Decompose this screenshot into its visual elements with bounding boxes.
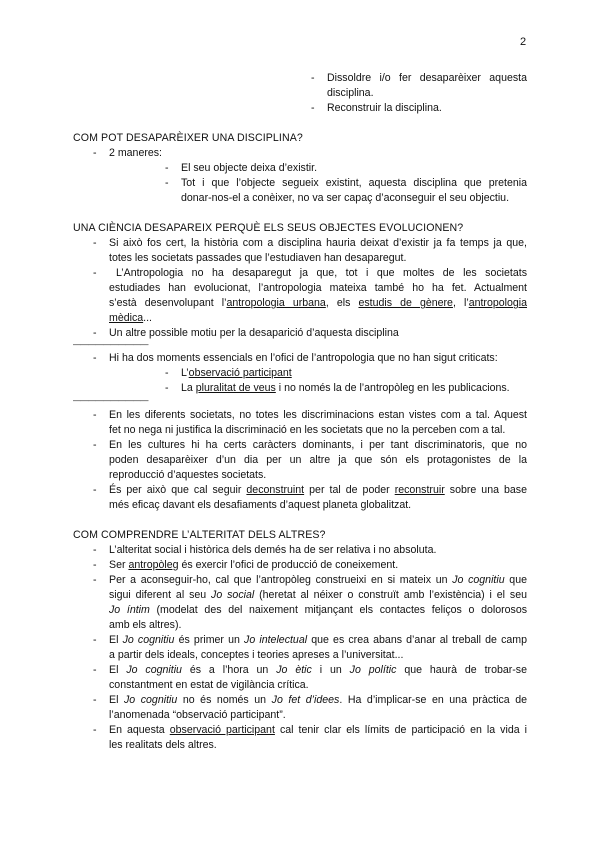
list-item: Si això fos cert, la història com a disciplina hauria deixat d’existir ja fa temps ja que, [109,237,527,249]
list-item: El Jo cognitiu és primer un Jo intelectual que es crea abans d’anar al treball de camp [109,634,527,646]
list-item: En aquesta observació participant cal tenir clar els límits de participació en la vida i [109,724,528,736]
underlined-term: estudis de gènere [358,297,453,309]
list-item: Per a aconseguir-ho, cal que l’antropòleg construeixi en si mateix un Jo cognitiu que [109,574,527,586]
list-item-cont: estudiades han evolucionat, l’antropologia mateixa també ho ha fet. Actualment [109,282,527,294]
list-dash: - [93,634,97,646]
underlined-term: antropòleg [128,559,179,571]
list-item: És per això que cal seguir deconstruint per tal de poder reconstruir sobre una base [109,484,527,496]
section-heading: COM COMPRENDRE L’ALTERITAT DELS ALTRES? [73,529,326,541]
list-dash: - [93,559,97,571]
page-number: 2 [520,36,527,48]
list-item-cont: s’està desenvolupant l’antropologia urbana, els estudis de gènere, l’antropologia [109,297,527,309]
list-dash: - [93,439,97,451]
list-item: Reconstruir la disciplina. [327,102,442,114]
list-item-cont: poden desaparèixer d’un dia per un altre ja que són els protagonistes de la [109,454,527,466]
list-item-cont: sigui diferent al seu Jo social (heretat al néixer o construït amb l’existència) i el seu [109,589,527,601]
list-item-cont: mèdica... [109,312,152,324]
list-dash: - [93,237,97,249]
list-dash: - [165,162,169,174]
list-item: Ser antropòleg és exercir l’ofici de producció de coneixement. [109,559,399,571]
sub-item: L’observació participant [181,367,292,379]
list-dash: - [93,694,97,706]
list-dash: - [93,147,97,159]
separator: —————————— [73,340,148,349]
underlined-term: deconstruint [246,484,305,496]
list-item-cont: amb els altres). [109,619,182,631]
list-dash: - [93,409,97,421]
list-dash: - [165,177,169,189]
underlined-term: observació participant [188,367,292,379]
list-item-cont: constantment en estat de vigilància crítica. [109,679,309,691]
list-item-cont: l’anomenada “observació participant”. [109,709,286,721]
list-item: Dissoldre i/o fer desaparèixer aquesta [327,72,527,84]
list-item: Hi ha dos moments essencials en l’ofici de l’antropologia que no han sigut criticats: [109,352,498,364]
list-dash: - [93,352,97,364]
list-dash: - [93,484,97,496]
list-item: En les cultures hi ha certs caràcters dominants, i per tant discriminatoris, que no [109,439,527,451]
list-item-cont: totes les societats passades que l’estudiaven han desaparegut. [109,252,407,264]
sub-item: La pluralitat de veus i no només la de l’antropòleg en les publicacions. [181,382,510,394]
list-item-cont: fet no nega ni justifica la discriminació en les societats que no la perceben com a tal. [109,424,506,436]
list-dash: - [165,382,169,394]
list-item-cont: disciplina. [327,87,374,99]
list-item: 2 maneres: [109,147,162,159]
section-heading: UNA CIÈNCIA DESAPAREIX PERQUÈ ELS SEUS OBJECTES EVOLUCIONEN? [73,222,464,234]
list-dash: - [93,664,97,676]
separator: —————————— [73,396,148,405]
underlined-term: antropologia [468,297,527,309]
sub-item: Tot i que l’objecte segueix existint, aquesta disciplina que pretenia [181,177,527,189]
sub-item: El seu objecte deixa d’existir. [181,162,318,174]
sub-item-cont: donar-nos-el a conèixer, no va ser capaç d’aconseguir el seu objectiu. [181,192,510,204]
underlined-term: pluralitat de veus [195,382,276,394]
list-item-cont: més eficaç davant els desafiaments d’aquest planeta globalitzat. [109,499,412,511]
list-dash: - [311,102,315,114]
list-item: El Jo cognitiu no és només un Jo fet d’idees. Ha d’implicar-se en una pràctica de [109,694,527,706]
underlined-term: mèdica [109,312,144,324]
underlined-term: antropologia urbana [226,297,326,309]
list-item-cont: a partir dels ideals, conceptes i teories apreses a l’universitat... [109,649,404,661]
section-heading: COM POT DESAPARÈIXER UNA DISCIPLINA? [73,132,303,144]
list-item: En les diferents societats, no totes les discriminacions estan vistes com a tal. Aquest [109,409,527,421]
list-item: L’alteritat social i històrica dels demés ha de ser relativa i no absoluta. [109,544,437,556]
list-dash: - [93,267,97,279]
list-item: El Jo cognitiu és a l’hora un Jo ètic i un Jo polític que haurà de trobar-se [109,664,527,676]
list-item-cont: reproducció d’aquestes societats. [109,469,267,481]
list-dash: - [311,72,315,84]
list-item: Un altre possible motiu per la desaparició d’aquesta disciplina [109,327,399,339]
list-item-cont: les realitats dels altres. [109,739,217,751]
underlined-term: reconstruir [394,484,445,496]
list-item: L’Antropologia no ha desaparegut ja que, tot i que moltes de les societats [116,267,527,279]
list-dash: - [93,574,97,586]
list-dash: - [93,544,97,556]
list-dash: - [165,367,169,379]
list-dash: - [93,724,97,736]
list-dash: - [93,327,97,339]
list-item-cont: Jo íntim (modelat des del naixement mitjançant els contactes feliços o dolorosos [109,604,528,616]
underlined-term: observació participant [169,724,275,736]
